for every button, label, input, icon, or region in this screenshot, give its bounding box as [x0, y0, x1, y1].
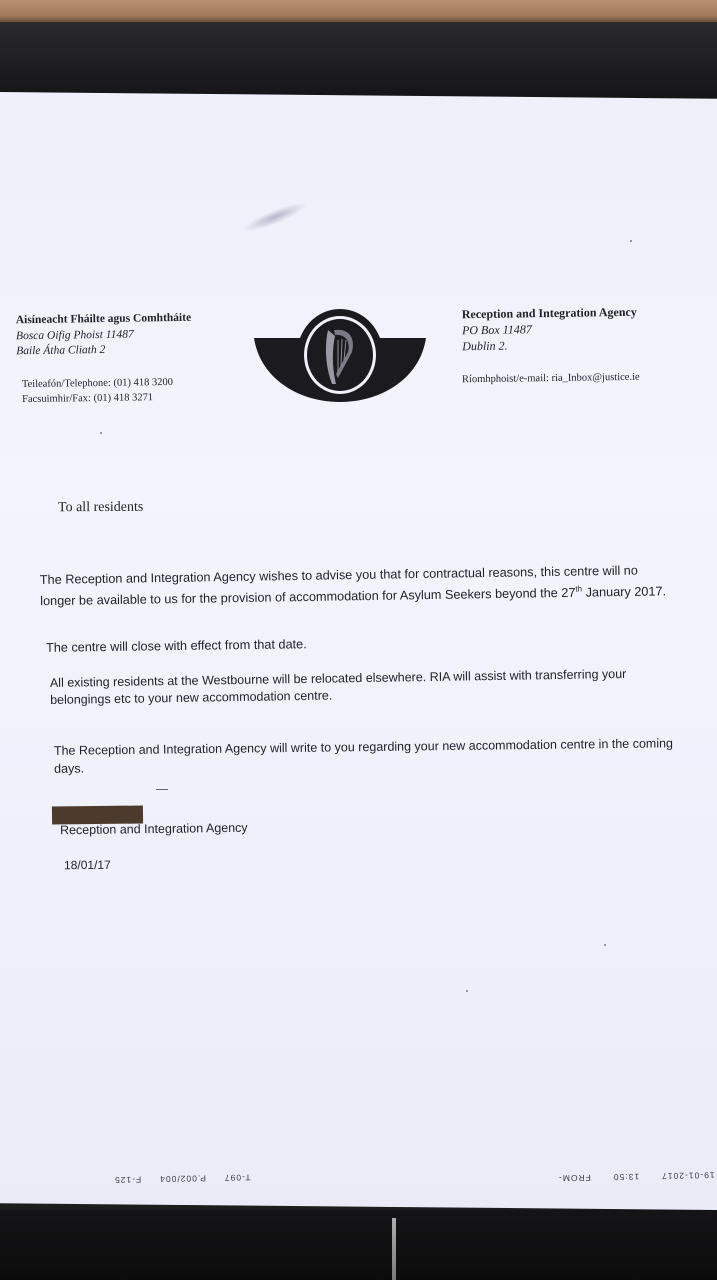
irish-city: Baile Átha Cliath 2: [16, 343, 106, 358]
email-line: Ríomhphoist/e-mail: ria_Inbox@justice.ie: [461, 371, 640, 386]
harp-emblem-icon: [252, 308, 428, 408]
paper-speck: [100, 432, 102, 434]
paper-speck: [630, 240, 632, 242]
wood-surface: [0, 0, 717, 22]
salutation: To all residents: [57, 499, 144, 516]
paper-speck: [604, 944, 606, 946]
contact-numbers: [22, 375, 173, 407]
paper-speck: [466, 990, 468, 992]
background-floor: [0, 1210, 717, 1280]
paragraph-contract-date: January 2017.: [581, 584, 667, 600]
fax-from: FROM-: [557, 1172, 591, 1184]
paragraph-relocation: All existing residents at the Westbourne will be relocated elsewhere. RIA will assist with transferring your belongings etc to your new accommodation centre.: [49, 666, 627, 707]
paragraph-closure: The centre will close with effect from that date.: [45, 637, 307, 655]
signatory-name: Reception and Integration Agency: [59, 820, 248, 838]
background-object: [392, 1218, 396, 1280]
english-city: Dublin 2.: [462, 338, 508, 354]
irish-po-box: Bosca Oifig Phoist 11487: [15, 328, 134, 342]
letter-date: 18/01/17: [63, 857, 111, 873]
english-agency-address: [462, 304, 638, 354]
fax-line: Facsuimhir/Fax: (01) 418 3271: [22, 392, 154, 406]
telephone-line: Teileafón/Telephone: (01) 418 3200: [21, 376, 173, 391]
fax-date: 19-01-2017: [661, 1170, 715, 1182]
english-agency-name: Reception and Integration Agency: [461, 304, 637, 322]
english-po-box: PO Box 11487: [461, 322, 532, 338]
fax-transmission-id: T-097: [223, 1172, 251, 1183]
stray-mark: [156, 789, 168, 790]
fax-page-count: P.002/004: [159, 1173, 206, 1185]
paragraph-contract-text: The Reception and Integration Agency wishes to advise you that for contractual reasons, this centre will no longer be available to us for the provision of accommodation for Asylum Seekers beyond the 27: [39, 563, 638, 609]
ordinal-suffix: th: [575, 584, 583, 594]
background-wall: [0, 22, 717, 98]
fax-time: 13:50: [612, 1171, 640, 1183]
paragraph-followup: The Reception and Integration Agency will write to you regarding your new accommodation centre in the coming days.: [53, 736, 674, 776]
fax-job-code: F-125: [113, 1174, 142, 1186]
irish-agency-address: [16, 311, 192, 360]
irish-agency-name: Aisíneacht Fháilte agus Comhtháite: [15, 311, 192, 327]
